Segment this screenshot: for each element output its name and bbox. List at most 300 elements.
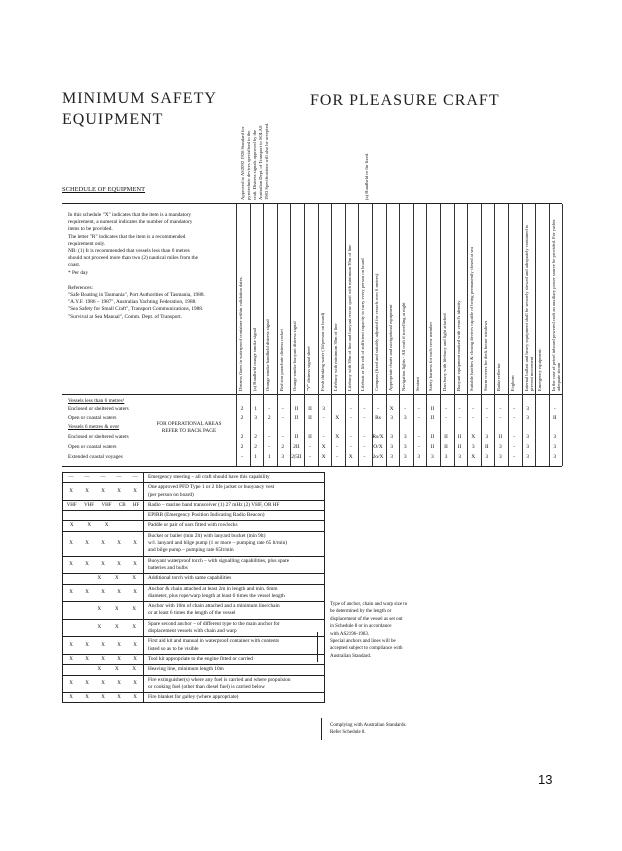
grid-column-line: [331, 204, 332, 466]
requirement-text: [144, 620, 324, 637]
requirement-text-line: (per person on board): [148, 491, 194, 498]
schedule-cell: Rs/X: [372, 434, 384, 440]
handheld-note: (a) Handheld or fin fixed.: [364, 152, 369, 200]
schedule-cell: 3: [403, 444, 407, 450]
schedule-cell: 2: [267, 415, 271, 421]
column-header: Lifeboat or life raft of sufficient capacity to carry every person on board: [360, 258, 366, 391]
requirement-text-line: Emergency steering – all craft should have this capability: [148, 474, 270, 480]
fire-note: [330, 722, 460, 737]
schedule-cell: -: [349, 444, 352, 450]
requirement-code: —: [84, 474, 90, 480]
requirement-codes: [63, 483, 144, 500]
requirement-code: X: [117, 680, 121, 686]
requirement-code: X: [133, 642, 137, 648]
requirement-text: [144, 665, 324, 674]
schedule-header-rule: [62, 394, 562, 395]
column-header: Safety harness for each crew member: [428, 321, 434, 391]
requirement-codes: [63, 693, 144, 702]
schedule-cell: II: [294, 406, 299, 412]
requirement-row: [63, 655, 324, 665]
grid-column-line: [250, 204, 251, 466]
column-header: Foghorn: [510, 375, 515, 391]
schedule-cell: -: [281, 434, 284, 440]
column-header: Navigation lights - All craft if travelling at night: [401, 302, 407, 391]
grid-column-line: [562, 204, 563, 466]
schedule-cell: -: [445, 415, 447, 421]
schedule-cell: -: [513, 444, 515, 450]
column-header: Emergency equipment:: [537, 348, 543, 391]
requirement-codes: [63, 637, 144, 654]
column-header: Lifebuoy with 30m of line and buoyant rescue quoit with minimum 30m of line: [346, 244, 352, 391]
schedule-cell: 2o/X: [372, 454, 384, 460]
row-label: Open or coastal waters: [68, 444, 117, 450]
schedule-cell: 3: [526, 415, 529, 421]
column-header: Fresh drinking water (1lt/person on board): [319, 312, 325, 391]
requirement-row: [63, 676, 324, 694]
requirement-code: X: [114, 666, 119, 672]
requirement-text: [144, 637, 324, 654]
requirement-code: X: [101, 561, 105, 567]
schedule-cell: -: [336, 454, 339, 460]
schedule-cell: 3: [526, 444, 529, 450]
grid-column-line: [426, 204, 427, 466]
requirement-codes: [63, 511, 144, 520]
requirement-text-line: Anchor & chain attached at least 2m in length and min. 6mm: [148, 585, 278, 592]
requirement-codes: [63, 574, 144, 583]
requirement-codes: [63, 501, 144, 510]
requirement-text: [144, 473, 324, 482]
schedule-cell: 2: [240, 406, 244, 412]
requirement-text: [144, 557, 324, 574]
requirement-codes: [63, 521, 144, 530]
grid-column-line: [236, 204, 237, 466]
requirement-code: X: [114, 625, 119, 631]
reference-line: "Survival at Sea Manual", Comm. Dept. of Transport.: [68, 313, 182, 320]
schedule-cell: 3: [322, 406, 325, 412]
requirement-code: X: [133, 561, 137, 567]
schedule-cell: II: [444, 444, 448, 450]
column-header: In the case of petrol inboard powered craft an auxiliary power source be provided. For yachts adequate steam: [550, 219, 561, 391]
schedule-cell: X: [335, 434, 340, 440]
requirement-code: X: [85, 694, 89, 700]
requirement-text-line: First aid kit and manual in waterproof container with contents: [148, 638, 280, 645]
requirement-row: [63, 637, 324, 655]
row-label: Extended coastal voyages: [68, 454, 123, 460]
requirement-text: [144, 501, 324, 510]
schedule-cell: X: [471, 454, 476, 460]
requirement-code: X: [85, 540, 89, 546]
row-label: Enclosed or sheltered waters: [68, 434, 129, 440]
requirement-codes: [63, 602, 144, 619]
schedule-cell: X: [471, 434, 476, 440]
schedule-cell: -: [363, 454, 366, 460]
schedule-cell: -: [363, 406, 366, 412]
column-header: Suitable hatches & closing devices capable of being permanently closed at sea: [469, 246, 475, 391]
requirement-text: [144, 676, 324, 693]
requirement-code: X: [69, 694, 73, 700]
schedule-cell: II: [430, 415, 435, 421]
schedule-cell: 3: [281, 454, 285, 460]
intro-line: coast.: [68, 262, 81, 269]
schedule-cell: II: [484, 444, 489, 450]
schedule-cell: -: [268, 406, 271, 412]
schedule-intro: [68, 212, 236, 321]
schedule-cell: -: [458, 415, 461, 421]
schedule-cell: -: [322, 415, 325, 421]
schedule-cell: -: [417, 415, 420, 421]
requirement-code: X: [132, 625, 137, 631]
schedule-cell: 2II: [293, 444, 300, 450]
schedule-cell: -: [417, 444, 420, 450]
schedule-cell: -: [349, 415, 352, 421]
approval-note-line: 1983 Specifications will also be accepted.: [264, 122, 269, 200]
schedule-cell: 3: [431, 454, 434, 460]
schedule-cell: 3: [553, 434, 557, 440]
grid-column-line: [454, 204, 455, 466]
grid-column-line: [399, 204, 400, 466]
schedule-cell: 2: [240, 444, 244, 450]
schedule-cell: -: [281, 406, 284, 412]
requirement-text-line: displacement vessels with chain and warp: [148, 628, 237, 635]
requirement-text-line: Radio – marine band transceiver (1) 27 mHz (2) VHF, OR HF: [148, 501, 280, 508]
schedule-cell: 3: [471, 444, 475, 450]
schedule-cell: -: [485, 415, 488, 421]
schedule-cell: Rs: [375, 415, 381, 421]
schedule-cell: 3: [526, 406, 529, 412]
column-header: Red star parachute distress rocket: [278, 329, 284, 391]
requirement-text-line: Spare second anchor – of different type to the main anchor for: [148, 620, 280, 627]
requirement-code: VHF: [84, 502, 95, 508]
schedule-cell: II: [308, 434, 312, 440]
anchor-brace: [317, 632, 318, 662]
schedule-cell: 3: [553, 444, 557, 450]
schedule-cell: -: [363, 444, 366, 450]
schedule-cell: 3: [403, 434, 407, 440]
schedule-cell: X: [335, 415, 340, 421]
requirement-code: X: [101, 694, 105, 700]
requirement-text-line: Fire blanket for galley (where appropriate): [148, 694, 239, 701]
grid-column-line: [535, 204, 536, 466]
requirement-text-line: diameter, plus rope/warp length at least 6 times the vessel length: [148, 592, 285, 599]
grid-column-line: [263, 204, 264, 466]
row-label: Enclosed or sheltered waters: [68, 406, 129, 412]
requirement-code: X: [69, 589, 73, 595]
anchor-note-line: be determined by the length or: [330, 609, 392, 615]
schedule-cell: 3: [403, 454, 407, 460]
column-header: Buoyant equipment marked with vessel's identity: [455, 300, 461, 391]
requirement-code: X: [114, 607, 119, 613]
schedule-heading: SCHEDULE OF EQUIPMENT: [62, 186, 146, 193]
schedule-cell: 3: [499, 454, 502, 460]
anchor-note-line: Special anchors and lines will be: [330, 639, 396, 645]
schedule-cell: II: [294, 434, 299, 440]
requirement-code: CB: [118, 502, 126, 508]
requirement-code: X: [69, 656, 73, 662]
requirement-code: X: [117, 694, 121, 700]
requirement-code: X: [69, 680, 73, 686]
schedule-cell: II: [430, 406, 435, 412]
schedule-cell: -: [363, 434, 366, 440]
intro-line: * Per day: [68, 269, 89, 276]
column-header: Lifebuoy with minimum 30m of line: [333, 323, 339, 391]
grid-column-line: [386, 204, 387, 466]
grid-column-line: [372, 204, 373, 466]
schedule-cell: -: [309, 454, 311, 460]
requirement-row: [63, 693, 324, 702]
schedule-cell: -: [417, 406, 420, 412]
column-header: Distress flares in waterproof container within validation dates.: [238, 276, 243, 391]
schedule-cell: -: [281, 415, 284, 421]
schedule-cell: -: [485, 406, 488, 412]
schedule-cell: 3: [417, 454, 421, 460]
grid-column-line: [440, 204, 441, 466]
requirement-text-line: listed so as to be visible: [148, 645, 199, 652]
schedule-cell: X: [321, 454, 326, 460]
column-header: Compass (fixed and suitably adjusted for vessels over 6 metres): [374, 273, 379, 391]
schedule-bottom-rule: [62, 466, 562, 467]
requirement-code: —: [116, 474, 122, 480]
fire-note-line: Refer Schedule 8.: [330, 730, 366, 736]
title-left-line1: MINIMUM SAFETY: [62, 90, 217, 107]
grid-column-line: [358, 204, 359, 466]
schedule-cell: II: [552, 415, 557, 421]
schedule-cell: -: [349, 406, 352, 412]
column-header: (a) Handheld orange smoke signal: [251, 327, 257, 391]
requirement-code: X: [101, 540, 105, 546]
grid-column-line: [508, 204, 509, 466]
requirement-code: HF: [132, 502, 140, 508]
requirement-text-line: EPIRB (Emergency Position Indicating Radio Beacon): [148, 512, 265, 519]
requirement-code: X: [104, 523, 109, 529]
requirement-text-line: Anchor with 10m of chain attached and a minimum line/chain: [148, 603, 280, 610]
requirement-text-line: Tool kit appropriate to the engine fitted or carried: [148, 655, 253, 662]
schedule-cell: X: [321, 444, 326, 450]
column-header: "V" distress signal sheet: [306, 346, 311, 391]
schedule-cell: 3: [390, 444, 393, 450]
requirement-text-line: batteries and bulbs: [148, 564, 188, 571]
requirement-row: [63, 532, 324, 557]
grid-column-line: [318, 204, 319, 466]
requirement-text-line: or cooking fuel (other than diesel fuel) is carried below: [148, 683, 265, 690]
schedule-cell: 3: [485, 434, 489, 440]
schedule-cell: II: [457, 444, 462, 450]
schedule-cell: II: [430, 434, 435, 440]
schedule-cell: -: [417, 434, 420, 440]
requirement-text: [144, 655, 324, 664]
requirement-code: X: [85, 642, 89, 648]
requirement-code: X: [133, 540, 137, 546]
approval-note-line: pyrotechnic devices specialised to the: [246, 130, 251, 200]
schedule-cell: 2: [254, 434, 257, 440]
requirement-row: [63, 501, 324, 511]
schedule-cell: -: [472, 415, 475, 421]
requirement-code: X: [97, 666, 102, 672]
anchor-note-line: Type of anchor, chain and warp size to: [330, 602, 408, 607]
requirement-code: X: [101, 642, 105, 648]
schedule-cell: -: [322, 434, 325, 440]
requirement-code: —: [132, 474, 138, 480]
schedule-cell: II: [444, 434, 448, 440]
requirement-text-line: and bilge pump – pumping rate 65lt/min: [148, 547, 234, 554]
schedule-cell: 3: [458, 454, 461, 460]
schedule-cell: -: [499, 415, 502, 421]
schedule-cell: II: [294, 415, 299, 421]
requirement-code: X: [133, 694, 137, 700]
requirement-text-line: w/l. lanyard and bilge pump (1 or more – pumping rate 65 lt/min): [148, 540, 288, 547]
column-header: Storm covers for deck house windows: [482, 320, 488, 391]
requirement-code: X: [117, 561, 121, 567]
schedule-cell: 2: [240, 434, 244, 440]
requirement-text: [144, 521, 324, 530]
requirement-code: X: [97, 607, 102, 613]
schedule-cell: -: [513, 415, 515, 421]
requirement-code: X: [69, 488, 73, 494]
schedule-cell: -: [377, 406, 379, 412]
requirement-codes: [63, 665, 144, 674]
requirement-code: X: [69, 642, 73, 648]
schedule-cell: 2: [240, 415, 244, 421]
schedule-cell: 3: [390, 415, 393, 421]
anchor-note: [330, 601, 450, 660]
schedule-cell: 3: [254, 415, 257, 421]
schedule-cell: -: [553, 406, 556, 412]
schedule-cell: -: [404, 406, 407, 412]
requirement-code: X: [101, 488, 105, 494]
requirement-text-line: Paddle or pair of oars fitted with rowlocks: [148, 522, 238, 529]
requirement-text: [144, 602, 324, 619]
row-label: Open or coastal waters: [68, 415, 117, 421]
requirement-code: X: [132, 666, 137, 672]
requirement-code: X: [69, 523, 74, 529]
requirement-text: [144, 574, 324, 583]
requirement-row: [63, 620, 324, 638]
requirement-row: [63, 557, 324, 575]
column-header: Internal ballast and heavy equipment shall be securely stowed and adequately contained to prevent movement: [523, 224, 534, 391]
grid-column-line: [290, 204, 291, 466]
reference-line: "A.Y.F. 1986 – 1987", Australian Yachting Federation, 1988.: [68, 299, 197, 306]
requirement-code: X: [133, 589, 137, 595]
schedule-cell: -: [445, 406, 447, 412]
grid-column-line: [549, 204, 550, 466]
schedule-cell: 2: [281, 444, 285, 450]
requirement-code: X: [101, 680, 105, 686]
schedule-cell: 1: [267, 454, 271, 460]
title-left-line2: EQUIPMENT: [62, 111, 164, 128]
requirement-code: X: [133, 680, 137, 686]
schedule-cell: II: [308, 415, 312, 421]
requirement-code: X: [117, 589, 121, 595]
intro-line: items to be provided.: [68, 226, 113, 233]
schedule-cell: 3: [403, 415, 407, 421]
requirement-code: VHF: [66, 502, 77, 508]
column-header: Orange smoke buoyant distress signal: [292, 321, 298, 391]
anchor-note-line: Australian Standard.: [330, 653, 372, 659]
anchor-note-line: with AS2196-1983.: [330, 631, 370, 637]
intro-line: should not proceed more than two (2) nautical miles from the: [68, 255, 199, 262]
reference-line: "Safe Boating in Tasmania", Port Authorities of Tasmania, 1988.: [68, 292, 205, 299]
requirement-row: [63, 574, 324, 584]
schedule-cell: 3: [499, 444, 502, 450]
requirement-row: [63, 473, 324, 483]
schedule-cell: 3: [553, 454, 557, 460]
anchor-note-line: accepted subject to compliance with: [330, 646, 403, 652]
schedule-cell: 3: [526, 454, 529, 460]
schedule-cell: -: [513, 406, 515, 412]
schedule-cell: -: [472, 406, 475, 412]
operational-note-line: REFER TO BACK PAGE: [161, 427, 217, 434]
requirement-code: X: [97, 625, 102, 631]
schedule-cell: 1: [254, 454, 257, 460]
fire-note-line: Complying with Australian Standards.: [330, 723, 407, 728]
schedule-cell: X: [389, 406, 394, 412]
requirement-code: X: [132, 607, 137, 613]
schedule-cell: II: [308, 406, 312, 412]
approval-note-line: craft. Distress signals approved by the: [252, 129, 257, 200]
requirement-codes: [63, 655, 144, 664]
column-header: Dan buoy with lifebuoy and light attached: [442, 313, 447, 391]
grid-column-line: [494, 204, 495, 466]
approval-note: [240, 123, 270, 200]
intro-line: requirement, a numeral indicates the number of mandatory: [68, 219, 193, 226]
schedule-cell: -: [499, 406, 502, 412]
requirement-text: [144, 693, 324, 702]
anchor-note-line: displacement of the vessel as set out: [330, 616, 403, 622]
intro-line: NB: (1) It is recommended that vessels less than 6 metres: [68, 248, 190, 255]
requirement-code: —: [100, 474, 106, 480]
intro-line: In this schedule "X" indicates that the item is a mandatory: [68, 212, 192, 218]
requirement-code: X: [85, 488, 89, 494]
schedule-cell: -: [241, 454, 243, 460]
grid-column-line: [522, 204, 523, 466]
requirement-text-line: Additional torch with same capabilities: [148, 575, 232, 582]
requirement-text-line: or at least 6 times the length of the vessel: [148, 610, 236, 617]
row-label: Vessels 6 metres & over: [68, 424, 120, 430]
column-header: Orange smoke handheld distress signal: [265, 319, 271, 391]
requirement-code: X: [117, 656, 121, 662]
anchor-note-line: in Schedule 8 or in accordance: [330, 624, 392, 630]
schedule-cell: 2|5II: [291, 454, 302, 460]
requirement-code: VHF: [101, 502, 112, 508]
requirement-code: X: [85, 680, 89, 686]
requirement-row: [63, 483, 324, 501]
requirement-row: [63, 665, 324, 675]
requirement-codes: [63, 557, 144, 574]
approval-note-line: Approved to AS2092 1928 Standard for: [240, 126, 245, 200]
row-label: Vessels less than 6 metres¹: [68, 398, 125, 404]
requirement-code: X: [133, 656, 137, 662]
schedule-cell: -: [309, 444, 311, 450]
page-number: 13: [538, 772, 553, 787]
requirement-text-line: Bucket or bailer (min 2lt) with lanyard bucket (min 9lt): [148, 532, 266, 539]
schedule-top-rule: [62, 203, 562, 204]
intro-line: The letter "R" indicates that the item is a recommended: [68, 233, 186, 240]
schedule-cell: -: [268, 434, 271, 440]
requirement-code: X: [132, 575, 137, 581]
grid-column-line: [481, 204, 482, 466]
schedule-cell: 3: [444, 454, 448, 460]
schedule-cell: 3: [390, 434, 393, 440]
schedule-cell: 1: [254, 406, 257, 412]
requirement-code: —: [68, 474, 74, 480]
grid-column-line: [467, 204, 468, 466]
schedule-cell: -: [268, 444, 271, 450]
requirement-codes: [63, 585, 144, 602]
requirement-text: [144, 511, 324, 520]
schedule-cell: 3: [390, 454, 393, 460]
schedule-cell: -: [363, 415, 366, 421]
requirement-codes: [63, 676, 144, 693]
requirement-code: X: [101, 656, 105, 662]
